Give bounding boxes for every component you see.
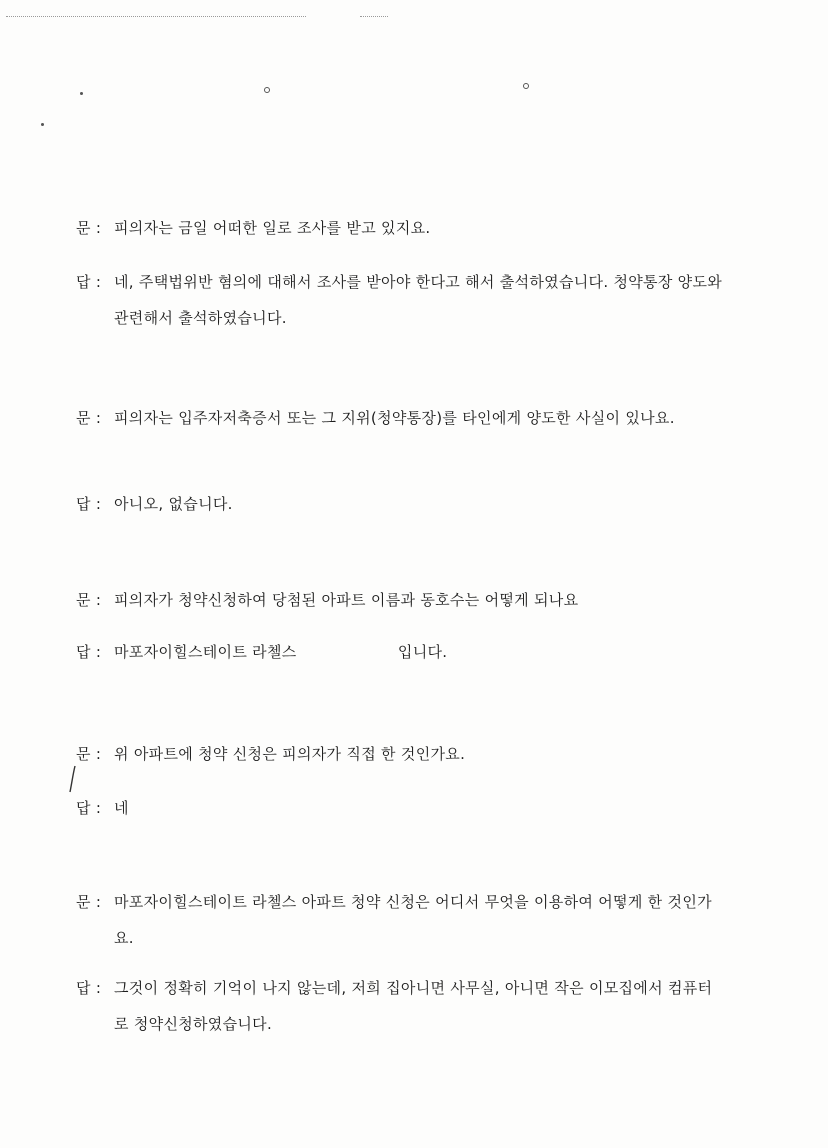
question-label: 문 : [76, 745, 102, 763]
answer-block [76, 486, 726, 522]
answer-label: 답 : [76, 495, 102, 513]
scan-speck [41, 123, 44, 126]
question-block [76, 582, 726, 618]
answer-text: 네, 주택법위반 혐의에 대해서 조사를 받아야 한다고 해서 출석하였습니다. 청약통장 양도와 관련해서 출석하였습니다. [114, 273, 723, 327]
answer-block [76, 264, 726, 336]
answer-block [76, 790, 726, 826]
question-label: 문 : [76, 893, 102, 911]
answer-text: 아니오, 없습니다. [114, 495, 233, 513]
answer-text: 네 [114, 799, 129, 817]
question-text: 피의자는 금일 어떠한 일로 조사를 받고 있지요. [114, 219, 431, 237]
question-block [76, 736, 726, 772]
answer-text: 마포자이힐스테이트 라첼스 입니다. [114, 643, 448, 661]
question-block [76, 210, 726, 246]
question-text: 피의자가 청약신청하여 당첨된 아파트 이름과 동호수는 어떻게 되나요 [114, 591, 579, 609]
scan-speck [264, 87, 270, 93]
question-block [76, 400, 726, 436]
scan-edge-line [6, 16, 306, 17]
question-text: 피의자는 입주자저축증서 또는 그 지위(청약통장)를 타인에게 양도한 사실이 있나요. [114, 409, 675, 427]
answer-label: 답 : [76, 273, 102, 291]
answer-label: 답 : [76, 979, 102, 997]
answer-label: 답 : [76, 799, 102, 817]
question-label: 문 : [76, 219, 102, 237]
answer-text: 그것이 정확히 기억이 나지 않는데, 저희 집아니면 사무실, 아니면 작은 이모집에서 컴퓨터로 청약신청하였습니다. [114, 979, 713, 1033]
scan-speck [523, 83, 529, 89]
scan-speck [80, 92, 83, 95]
answer-label: 답 : [76, 643, 102, 661]
answer-block [76, 634, 726, 670]
question-block [76, 884, 726, 956]
question-label: 문 : [76, 591, 102, 609]
question-text: 위 아파트에 청약 신청은 피의자가 직접 한 것인가요. [114, 745, 466, 763]
scan-edge-line [360, 16, 388, 17]
question-label: 문 : [76, 409, 102, 427]
answer-block [76, 970, 726, 1042]
question-text: 마포자이힐스테이트 라첼스 아파트 청약 신청은 어디서 무엇을 이용하여 어떻게 한 것인가요. [114, 893, 712, 947]
